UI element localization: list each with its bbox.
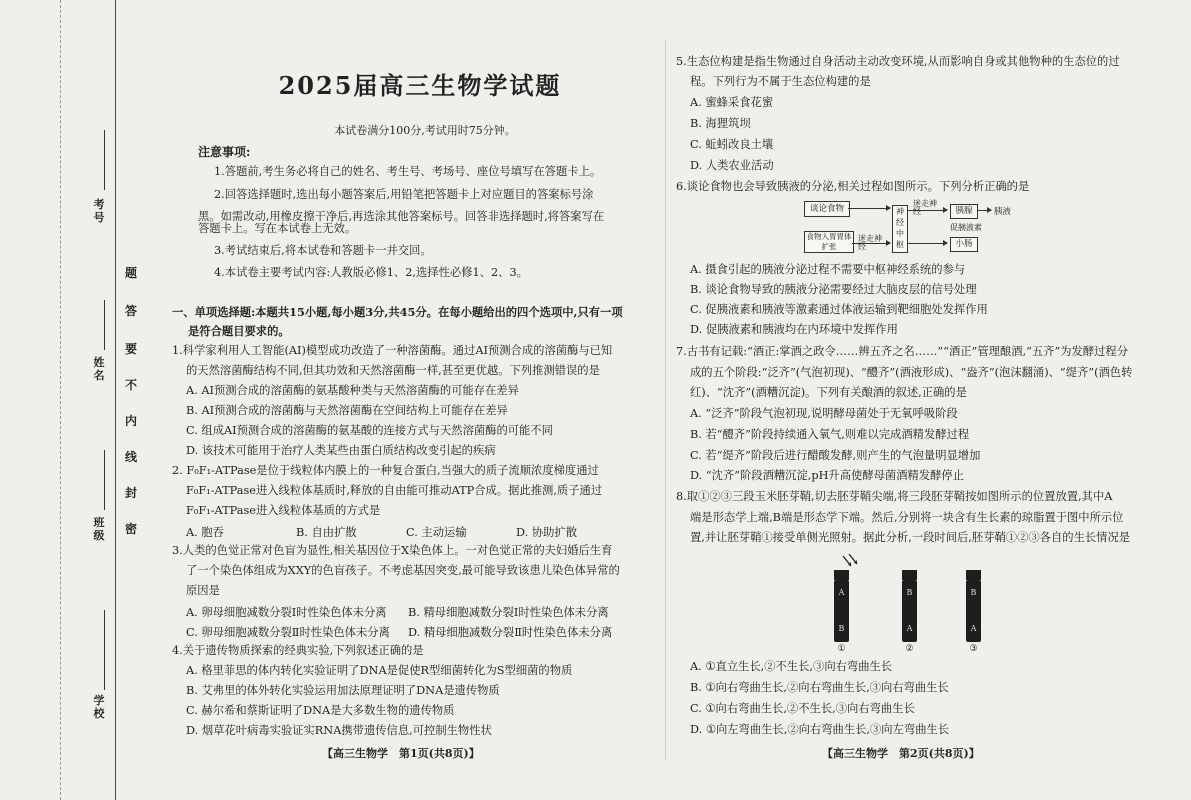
coleoptile-label: A	[906, 624, 913, 633]
q3-option: C. 卵母细胞减数分裂Ⅱ时性染色体未分离	[186, 626, 390, 639]
field-line	[104, 130, 105, 190]
seal-char: 答	[124, 304, 137, 318]
q6-option: C. 促胰液素和胰液等激素通过体液运输到靶细胞处发挥作用	[690, 303, 988, 316]
coleoptile-number: ①	[837, 644, 846, 654]
coleoptile-number: ②	[905, 644, 914, 654]
field-line	[104, 450, 105, 510]
q7-stem: 红)、“沈齐”(酒糟沉淀)。下列有关酿酒的叙述,正确的是	[690, 386, 967, 399]
agar-block	[902, 570, 917, 580]
q8-option: B. ①向右弯曲生长,②向右弯曲生长,③向右弯曲生长	[690, 681, 949, 694]
seal-char: 封	[124, 486, 137, 500]
diagram-box-pancreas: 胰腺	[950, 204, 978, 219]
notice-line: 答题卡上。写在本试卷上无效。	[198, 222, 357, 235]
seal-char: 不	[124, 378, 137, 392]
coleoptile-label: B	[906, 588, 913, 597]
diagram-label-vagus: 迷走神经	[858, 234, 882, 251]
agar-block	[966, 570, 981, 580]
seal-char: 题	[124, 266, 137, 280]
q1-option: B. AI预测合成的溶菌酶与天然溶菌酶在空间结构上可能存在差异	[186, 404, 508, 417]
q2-stem: F₀F₁-ATPase进入线粒体基质时,释放的自由能可推动ATP合成。据此推测,质子通过	[186, 484, 603, 497]
q7-option: D. “沈齐”阶段酒糟沉淀,pH升高使酵母菌酒精发酵停止	[690, 469, 965, 482]
coleoptile-label: B	[838, 624, 845, 633]
q8-option: A. ①直立生长,②不生长,③向右弯曲生长	[690, 660, 893, 673]
section-heading: 一、单项选择题:本题共15小题,每小题3分,共45分。在每小题给出的四个选项中,只有一项	[172, 305, 623, 319]
diagram-box-talk: 谈论食物	[804, 201, 850, 217]
q7-stem: 成的五个阶段:“泛齐”(气泡初现)、“醴齐”(酒液形成)、“盎齐”(泡沫翻涌)、“缇齐”(酒色转	[690, 366, 1133, 379]
seal-char: 密	[124, 522, 137, 536]
field-exam-number: 考号	[93, 198, 105, 224]
q8-option: D. ①向左弯曲生长,②向右弯曲生长,③向左弯曲生长	[690, 723, 950, 736]
field-line	[104, 300, 105, 350]
seal-char: 内	[124, 414, 137, 428]
q2-option: B. 自由扩散	[296, 526, 357, 539]
q3-option: A. 卵母细胞减数分裂Ⅰ时性染色体未分离	[186, 606, 387, 619]
diagram-arrow	[907, 243, 947, 244]
q8-figure	[820, 560, 1000, 655]
notice-line: 1.答题前,考生务必将自己的姓名、考生号、考场号、座位号填写在答题卡上。	[214, 165, 602, 178]
diagram-nerve-center: 神经中枢	[892, 205, 908, 253]
field-line	[104, 610, 105, 690]
coleoptile-number: ③	[969, 644, 978, 654]
q7-option: B. 若“醴齐”阶段持续通入氧气,则难以完成酒精发酵过程	[690, 428, 970, 441]
q4-option: C. 赫尔希和蔡斯证明了DNA是大多数生物的遗传物质	[186, 704, 455, 717]
diagram-label-vagus: 迷走神经	[913, 199, 937, 216]
footer-right: 【高三生物学 第2页(共8页)】	[822, 747, 980, 760]
q7-option: A. “泛齐”阶段气泡初现,说明酵母菌处于无氧呼吸阶段	[690, 407, 958, 420]
field-school: 学校	[93, 694, 105, 720]
q6-option: A. 摄食引起的胰液分泌过程不需要中枢神经系统的参与	[690, 263, 966, 276]
q2-option: D. 协助扩散	[516, 526, 578, 539]
q1-stem: 的天然溶菌酶结构不同,但其功效和天然溶菌酶一样,甚至更优越。下列推测错误的是	[186, 364, 600, 377]
binding-line	[115, 0, 116, 800]
q5-option: D. 人类农业活动	[690, 159, 774, 172]
q4-option: D. 烟草花叶病毒实验证实RNA携带遗传信息,可控制生物性状	[186, 724, 492, 737]
q4-option: B. 艾弗里的体外转化实验运用加法原理证明了DNA是遗传物质	[186, 684, 500, 697]
binding-dashed-line	[60, 0, 61, 800]
coleoptile-label: B	[970, 588, 977, 597]
column-divider	[665, 40, 666, 760]
exam-subtitle: 本试卷满分100分,考试用时75分钟。	[334, 124, 516, 137]
q8-stem: 置,并让胚芽鞘①接受单侧光照射。据此分析,一段时间后,胚芽鞘①②③各自的生长情况是	[690, 531, 1131, 544]
section-heading: 是符合题目要求的。	[188, 324, 290, 338]
q6-stem: 6.谈论食物也会导致胰液的分泌,相关过程如图所示。下列分析正确的是	[676, 180, 1030, 193]
q5-stem: 程。下列行为不属于生态位构建的是	[690, 75, 871, 88]
agar-block	[834, 570, 849, 580]
notice-heading: 注意事项:	[198, 145, 251, 159]
q8-stem: 8.取①②③三段玉米胚芽鞘,切去胚芽鞘尖端,将三段胚芽鞘按如图所示的位置放置,其中A	[676, 490, 1113, 503]
q2-option: A. 胞吞	[186, 526, 224, 539]
binding-strip	[0, 0, 150, 800]
q1-stem: 1.科学家利用人工智能(AI)模型成功改造了一种溶菌酶。通过AI预测合成的溶菌酶与已知	[172, 344, 613, 357]
notice-line: 黑。如需改动,用橡皮擦干净后,再选涂其他答案标号。回答非选择题时,将答案写在	[198, 210, 605, 223]
coleoptile-label: A	[970, 624, 977, 633]
notice-line: 2.回答选择题时,选出每小题答案后,用铅笔把答题卡上对应题目的答案标号涂	[214, 188, 594, 201]
q5-option: A. 蜜蜂采食花蜜	[690, 96, 774, 109]
footer-left: 【高三生物学 第1页(共8页)】	[322, 747, 480, 760]
diagram-arrow	[848, 208, 890, 209]
diagram-box-intestine: 小肠	[950, 237, 978, 252]
q7-option: C. 若“缇齐”阶段后进行醋酸发酵,则产生的气泡量明显增加	[690, 449, 981, 462]
q5-option: C. 蚯蚓改良土壤	[690, 138, 774, 151]
notice-line: 4.本试卷主要考试内容:人教版必修1、2,选择性必修1、2、3。	[214, 266, 528, 279]
diagram-box-stomach: 食物入胃胃体扩张	[804, 231, 854, 253]
q3-stem: 原因是	[186, 584, 220, 597]
q6-option: D. 促胰液素和胰液均在内环境中发挥作用	[690, 323, 898, 336]
q3-option: B. 精母细胞减数分裂Ⅰ时性染色体未分离	[408, 606, 609, 619]
q1-option: C. 组成AI预测合成的溶菌酶的氨基酸的连接方式与天然溶菌酶的可能不同	[186, 424, 553, 437]
seal-char: 线	[124, 450, 137, 464]
coleoptile-label: A	[838, 588, 845, 597]
q6-option: B. 谈论食物导致的胰液分泌需要经过大脑皮层的信号处理	[690, 283, 977, 296]
q1-option: A. AI预测合成的溶菌酶的氨基酸种类与天然溶菌酶的可能存在差异	[186, 384, 519, 397]
q3-option: D. 精母细胞减数分裂Ⅱ时性染色体未分离	[408, 626, 613, 639]
diagram-output: 胰液	[994, 207, 1012, 217]
q4-option: A. 格里菲思的体内转化实验证明了DNA是促使R型细菌转化为S型细菌的物质	[186, 664, 573, 677]
field-class: 班级	[93, 516, 105, 542]
seal-char: 要	[124, 342, 137, 356]
q2-stem: F₀F₁-ATPase进入线粒体基质的方式是	[186, 504, 381, 517]
q3-stem: 了一个染色体组成为XXY的色盲孩子。不考虑基因突变,最可能导致该患儿染色体异常的	[186, 564, 620, 577]
field-name: 姓名	[93, 356, 105, 382]
q8-option: C. ①向右弯曲生长,②不生长,③向右弯曲生长	[690, 702, 915, 715]
q2-stem: 2. F₀F₁-ATPase是位于线粒体内膜上的一种复合蛋白,当强大的质子流顺浓度梯度通过	[172, 464, 599, 477]
q4-stem: 4.关于遗传物质探索的经典实验,下列叙述正确的是	[172, 644, 424, 657]
exam-title: 2025届高三生物学试题	[278, 71, 562, 100]
q1-option: D. 该技术可能用于治疗人类某些由蛋白质结构改变引起的疾病	[186, 444, 496, 457]
q7-stem: 7.古书有记载:“酒正:掌酒之政令……辨五齐之名……”“酒正”管理酿酒,“五齐”为发酵过程分	[676, 345, 1129, 358]
q8-stem: 端是形态学上端,B端是形态学下端。然后,分别将一块含有生长素的琼脂置于图中所示位	[690, 511, 1124, 524]
diagram-label-hormone: 促胰液素	[950, 223, 982, 232]
q5-stem: 5.生态位构建是指生物通过自身活动主动改变环境,从而影响自身或其他物种的生态位的过	[676, 55, 1120, 68]
diagram-arrow	[977, 210, 991, 211]
q2-option: C. 主动运输	[406, 526, 467, 539]
notice-line: 3.考试结束后,将本试卷和答题卡一并交回。	[214, 244, 432, 257]
q6-diagram	[800, 197, 1050, 255]
q5-option: B. 海狸筑坝	[690, 117, 751, 130]
q3-stem: 3.人类的色觉正常对色盲为显性,相关基因位于X染色体上。一对色觉正常的夫妇婚后生育	[172, 544, 613, 557]
